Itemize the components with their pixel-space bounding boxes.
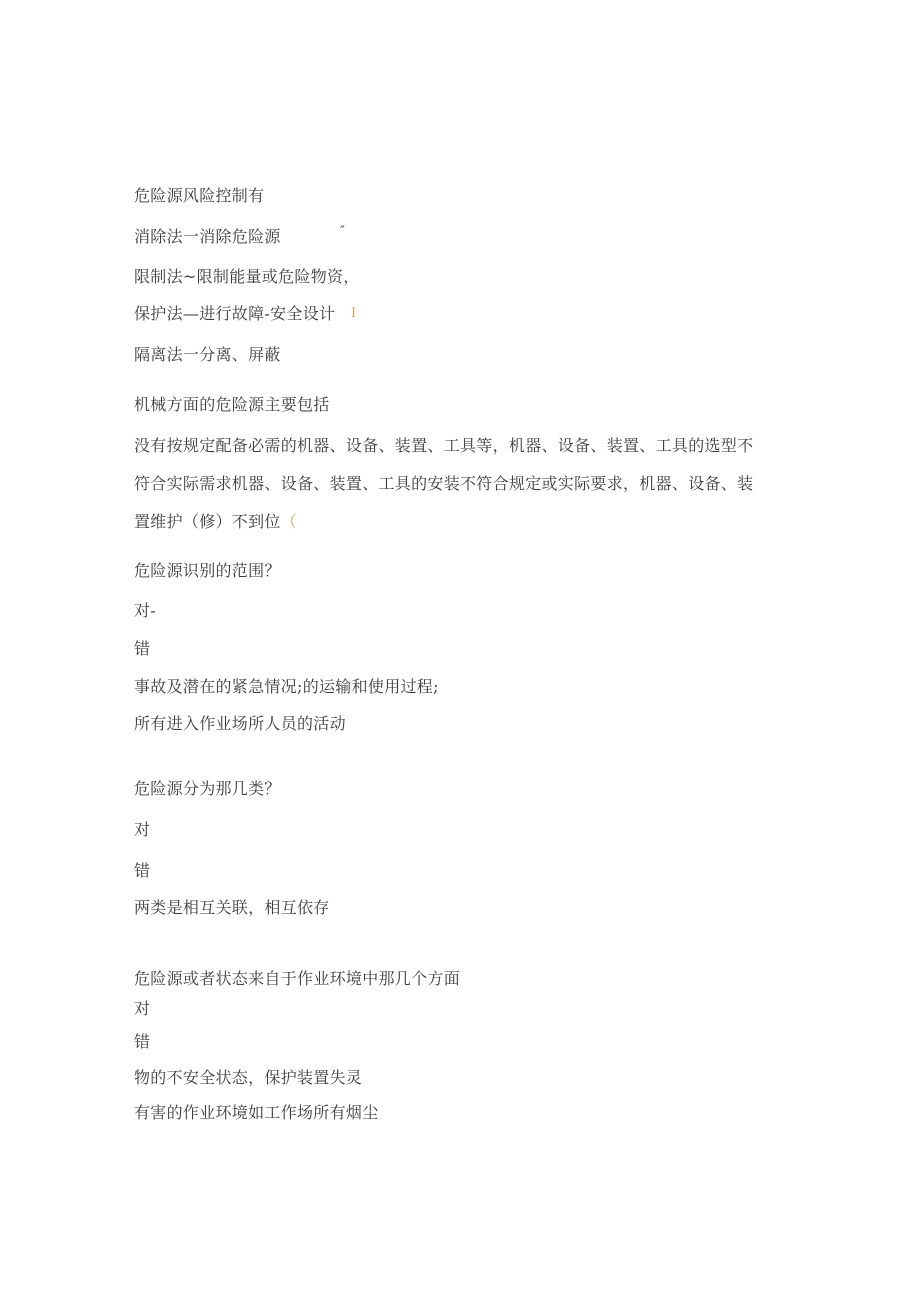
stray-mark: ″	[340, 224, 345, 239]
list-item: 物的不安全状态，保护装置失灵	[134, 1068, 363, 1087]
true-option: 对	[134, 999, 151, 1018]
paragraph	[134, 427, 786, 541]
list-item: 隔离法一分离、屏蔽	[134, 345, 281, 364]
stray-mark: I	[351, 306, 357, 321]
section-heading-work-environment: 危险源或者状态来自于作业环境中那几个方面	[134, 969, 461, 988]
list-item: 保护法—进行故障-安全设计	[134, 304, 336, 323]
paragraph-line: 符合实际需求机器、设备、装置、工具的安装不符合规定或实际要求，机器、设备、装	[134, 474, 754, 493]
false-option: 错	[134, 861, 151, 880]
true-option: 对	[134, 820, 151, 839]
false-option: 错	[134, 1032, 151, 1051]
section-heading-mechanical-hazards: 机械方面的危险源主要包括	[134, 395, 330, 414]
section-heading-hazard-categories: 危险源分为那几类？	[134, 779, 281, 798]
list-item: 消除法一消除危险源	[134, 227, 281, 246]
section-heading-identification-scope: 危险源识别的范围？	[134, 561, 281, 580]
false-option: 错	[134, 639, 151, 658]
paragraph-line: 置维护（修）不到位（	[134, 512, 298, 531]
stray-mark: （	[280, 512, 298, 531]
list-item: 有害的作业环境如工作场所有烟尘	[134, 1103, 379, 1122]
true-option: 对-	[134, 601, 157, 620]
list-item: 限制法~限制能量或危险物资，	[134, 267, 360, 286]
list-item: 两类是相互关联，相互依存	[134, 898, 330, 917]
list-item: 事故及潜在的紧急情况;的运输和使用过程;	[134, 677, 439, 696]
paragraph-line: 没有按规定配备必需的机器、设备、装置、工具等，机器、设备、装置、工具的选型不	[134, 436, 754, 455]
list-item: 所有进入作业场所人员的活动	[134, 714, 346, 733]
section-heading-risk-control: 危险源风险控制有	[134, 186, 265, 205]
